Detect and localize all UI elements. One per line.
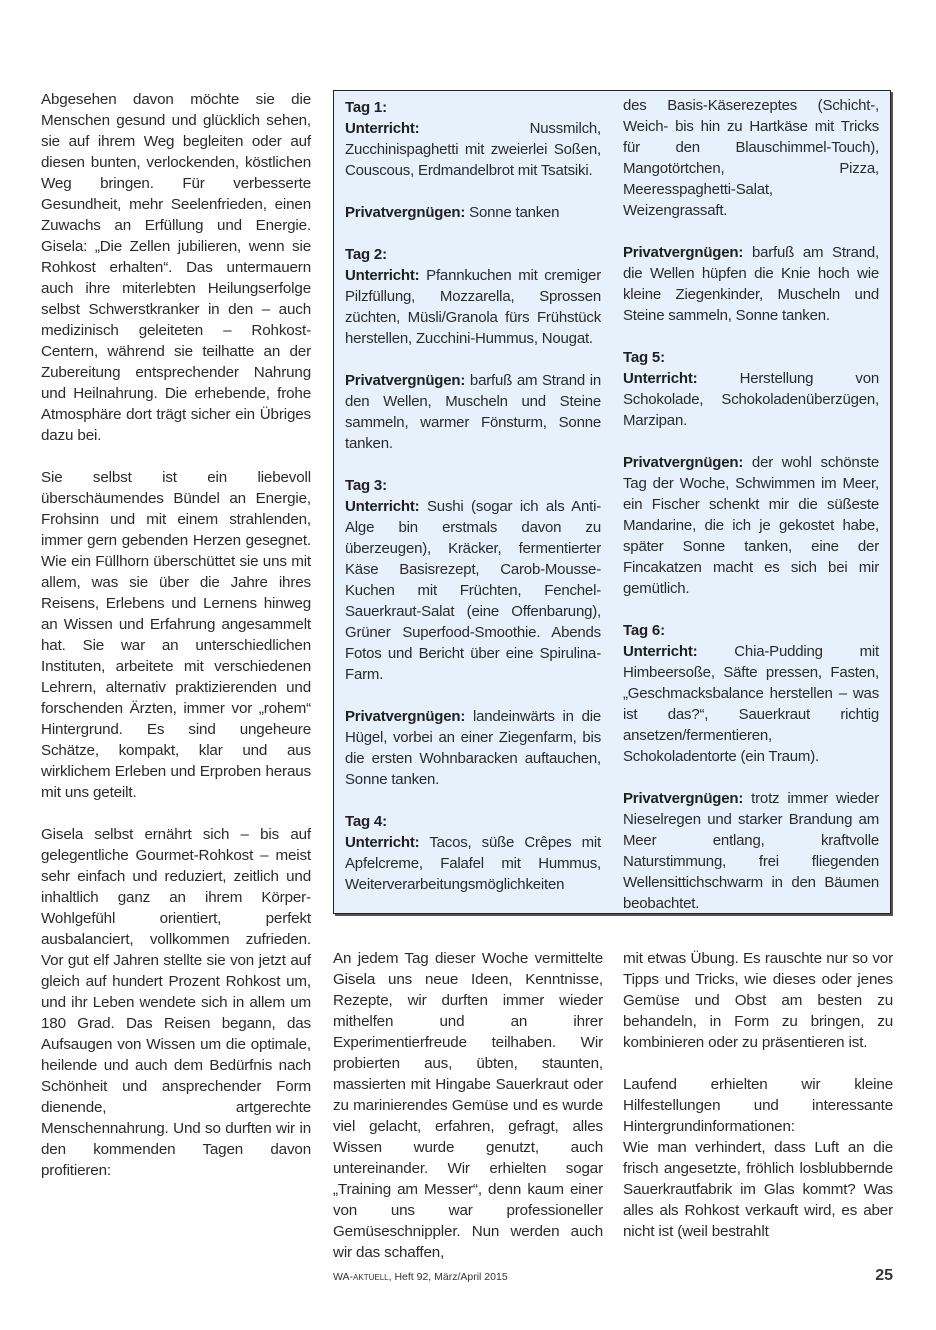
page-footer [333,1267,893,1291]
lesson-text: Pfannkuchen mit cremiger Pilzfüllung, Mozzarella, Sprossen züchten, Müsli/Granola fürs Frühstück herstellen, Zucchini-Hummus, Nougat. [345,267,601,347]
day-4-leisure [623,242,879,326]
leisure-text: der wohl schönste Tag der Woche, Schwimmen im Meer, ein Fischer schenkt mir die süßeste Mandarine, die ich je gekostet habe, später Sonne tanken, eine der Fincakatzen macht es sich bei mir gemütlich. [623,454,879,597]
paragraph: Gisela selbst ernährt sich – bis auf gelegentliche Gourmet-Rohkost – meist sehr einfach und reduziert, zeitlich und inhaltlich ganz an ihrem Körper-Wohlgefühl orientiert, perfekt ausbalanciert, vollkommen zufrieden. Vor gut elf Jahren stellte sie von jetzt auf gleich auf hundert Prozent Rohkost um, und ihr Leben wendete sich in allem um 180 Grad. Das Reisen begann, das Aufsaugen von Wissen um die optimale, heilende und auch dem Bedürfnis nach Schönheit und ansprechender Form dienende, artgerechte Menschennahrung. Und so durften wir in den kommenden Tagen davon profitieren: [41,826,311,1179]
lesson-label: Unterricht: [345,120,420,137]
paragraph: An jedem Tag dieser Woche vermittelte Gisela uns neue Ideen, Kenntnisse, Rezepte, wir durften immer wieder mithelfen und an ihrer Experimentierfreude teilhaben. Wir probierten aus, übten, staunten, massierten mit Hingabe Sauerkraut oder zu marinierendes Gemüse und es wurde viel gelacht, erfahren, gefragt, alles Wissen wurde genutzt, auch untereinander. Wir erhielten sogar „Training am Messer“, denn kaum einer von uns war professioneller Gemüseschnippler. Nun werden auch wir das schaffen, [333,950,603,1261]
day-4-lesson [345,811,601,895]
issue-info: , Heft 92, März/April 2015 [388,1271,508,1283]
lesson-text: des Basis-Käserezeptes (Schicht-, Weich- bis hin zu Hartkäse mit Tricks für den Blauschimmel-Touch), Mangotörtchen, Pizza, Meeresspaghetti-Salat, Weizengrassaft. [623,97,879,219]
day-6-leisure [623,788,879,914]
day-title: Tag 3: [345,477,387,494]
day-2-leisure [345,370,601,454]
day-4-lesson-continued [623,95,879,221]
day-5-lesson [623,347,879,431]
leisure-label: Privatvergnügen: [345,204,466,221]
lesson-label: Unterricht: [345,267,420,284]
lesson-text: Tacos, süße Crêpes mit Apfelcreme, Falafel mit Hummus, Weiterverarbeitungsmöglichkeiten [345,834,602,893]
lesson-label: Unterricht: [623,643,698,660]
middle-column [333,948,603,1263]
leisure-label: Privatvergnügen: [345,372,466,389]
day-2-lesson [345,244,601,349]
paragraph: Abgesehen davon möchte sie die Menschen gesund und glücklich sehen, sie auf ihrem Weg begleiten oder auf diesen bunten, verlockenden, köstlichen Weg bringen. Für verbesserte Gesundheit, mehr Seelenfrieden, einen Zuwachs an Erfüllung und Energie. Gisela: „Die Zellen jubilieren, wenn sie Rohkost erhalten“. Das untermauern auch ihre miterlebten Heilungserfolge selbst Schwerstkranker in den – auch medizinisch geleiteten – Rohkost-Centern, während sie teilhatte an der Zubereitung entsprechender Nahrung und Heilnahrung. Die erhebende, frohe Atmosphäre dort trägt sicher ein Übriges dazu bei. [41,91,311,444]
day-3-leisure [345,706,601,790]
schedule-column-2 [623,95,879,914]
leisure-label: Privatvergnügen: [623,790,744,807]
schedule-column-1 [345,97,601,895]
day-3-lesson [345,475,601,685]
day-title: Tag 6: [623,622,665,639]
lesson-text: Sushi (sogar ich als Anti-Alge bin erstmals davon zu überzeugen), Kräcker, fermentierter Käse Basisrezept, Carob-Mousse-Kuchen mit Früchten, Fenchel-Sauerkraut-Salat (eine Offenbarung), Grüner Superfood-Smoothie. Abends Fotos und Bericht über eine Spirulina-Farm. [345,498,602,683]
lesson-label: Unterricht: [345,498,420,515]
schedule-box [333,90,891,914]
lesson-label: Unterricht: [345,834,420,851]
day-title: Tag 4: [345,813,387,830]
paragraph: Sie selbst ist ein liebevoll überschäumendes Bündel an Energie, Frohsinn und mit einem strahlenden, immer gern gebenden Herzen gesegnet. Wie ein Füllhorn überschüttet sie uns mit allem, was sie über die Jahre ihres Reisens, Erlebens und Lernens hinweg an Wissen und Erfahrung angesammelt hat. Sie war an unterschiedlichen Instituten, arbeitete mit verschiedenen Lehrern, alternativ praktizierenden und forschenden Ärzten, immer vor „rohem“ Hintergrund. Es sind ungeheure Schätze, kompakt, klar und aus wirklichem Erleben und Erproben heraus mit uns geteilt. [41,469,311,801]
leisure-text: trotz immer wieder Nieselregen und starker Brandung am Meer entlang, kraftvolle Naturstimmung, frei fliegenden Wellensittichschwarm in den Bäumen beobachtet. [623,790,879,912]
leisure-text: barfuß am Strand, die Wellen hüpfen die Knie hoch wie kleine Ziegenkinder, Muscheln und Steine sammeln, Sonne tanken. [623,244,879,324]
leisure-text: barfuß am Strand in den Wellen, Muscheln und Steine sammeln, warmer Fönsturm, Sonne tanken. [345,372,602,452]
left-column [41,89,311,1181]
lesson-text: Nussmilch, Zucchinispaghetti mit zweierlei Soßen, Couscous, Erdmandelbrot mit Tsatsiki. [345,120,601,179]
lesson-text: Chia-Pudding mit Himbeersoße, Säfte pressen, Fasten, „Geschmacksbalance herstellen – was ist das?“, Sauerkraut richtig ansetzen/fermentieren, Schokoladentorte (ein Traum). [623,643,879,765]
day-1-leisure [345,202,601,223]
leisure-label: Privatvergnügen: [623,454,744,471]
lesson-label: Unterricht: [623,370,698,387]
day-title: Tag 2: [345,246,387,263]
leisure-text: Sonne tanken [469,204,560,221]
magazine-name: WA- [333,1271,354,1283]
day-title: Tag 1: [345,99,387,116]
page-number: 25 [875,1267,893,1284]
leisure-label: Privatvergnügen: [345,708,466,725]
paragraph: Wie man verhindert, dass Luft an die frisch angesetzte, fröhlich losblubbernde Sauerkrautfabrik im Glas kommt? Was alles als Rohkost verkauft wird, es aber nicht ist (weil bestrahlt [623,1139,893,1240]
day-1-lesson [345,97,601,181]
day-5-leisure [623,452,879,599]
magazine-name-smallcaps: AKTUELL [353,1273,389,1282]
paragraph: Laufend erhielten wir kleine Hilfestellungen und interessante Hintergrundinformationen: [623,1076,893,1135]
leisure-text: landeinwärts in die Hügel, vorbei an einer Ziegenfarm, bis die ersten Wohnbaracken auftauchen, Sonne tanken. [345,708,601,788]
leisure-label: Privatvergnügen: [623,244,744,261]
right-column [623,948,893,1242]
lesson-text: Herstellung von Schokolade, Schokoladenüberzügen, Marzipan. [623,370,879,429]
day-6-lesson [623,620,879,767]
day-title: Tag 5: [623,349,665,366]
paragraph: mit etwas Übung. Es rauschte nur so vor Tipps und Tricks, wie dieses oder jenes Gemüse und Obst am besten zu behandeln, in Form zu bringen, zu kombinieren oder zu präsentieren ist. [623,950,893,1051]
magazine-source [333,1271,508,1283]
